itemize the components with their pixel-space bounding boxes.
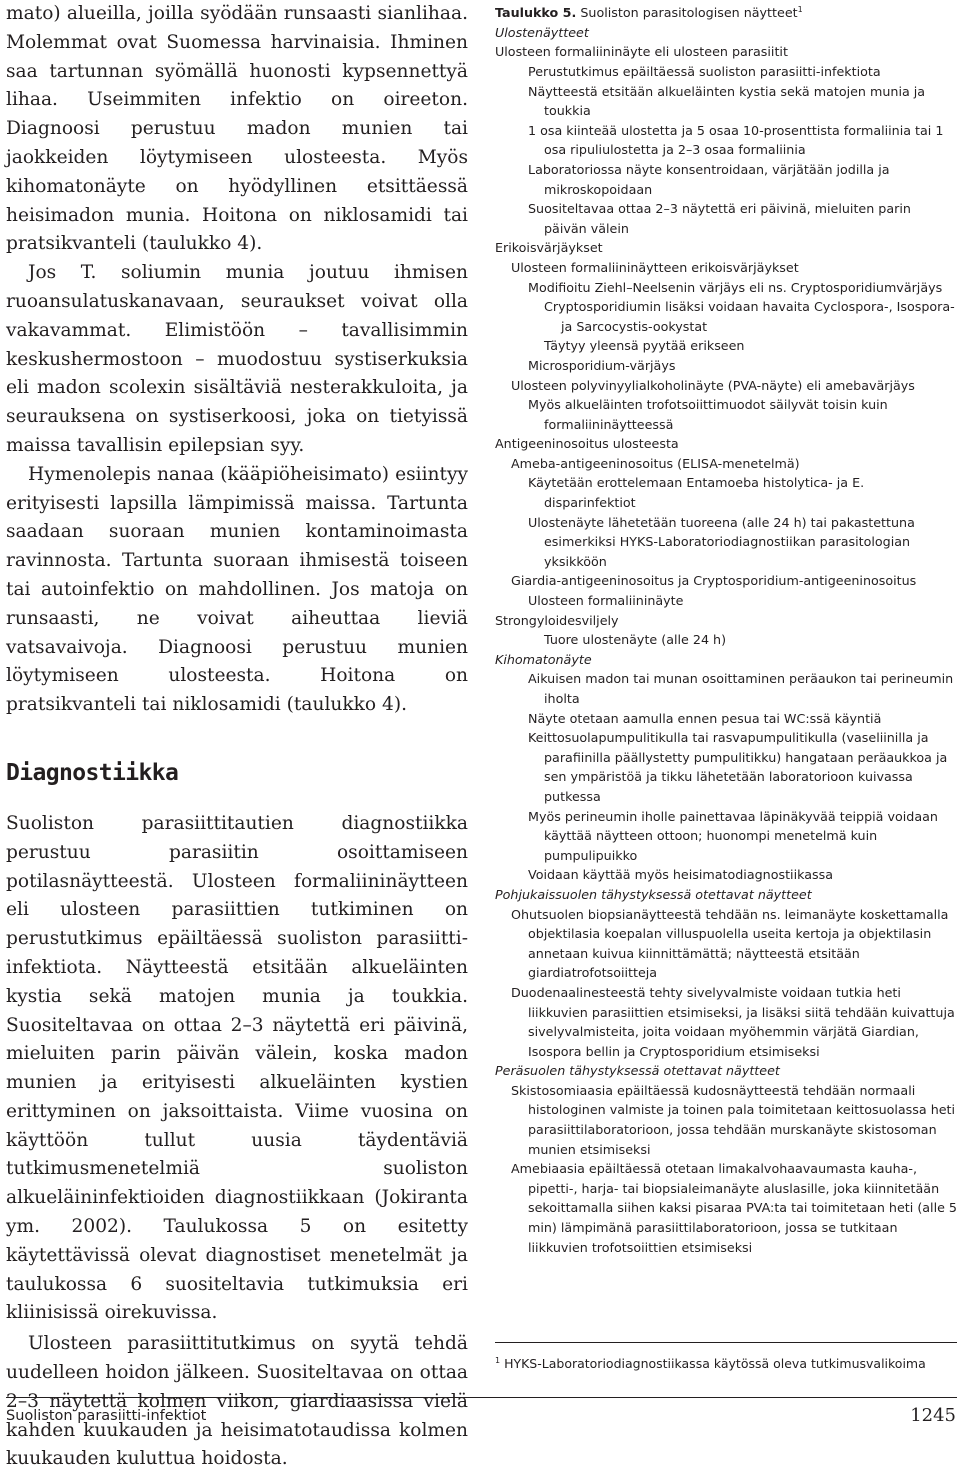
footnote-text: HYKS-Laboratoriodiagnostiikassa käytössä oleva tutkimusvalikoima: [504, 1356, 926, 1372]
table-row: Tuore ulostenäyte (alle 24 h): [544, 632, 727, 648]
table-row: Skistosomiaasia epäiltäessä kudosnäytteestä tehdään normaali histologinen valmiste ja toinen pala toimitetaan keittosuolassa heti parasiittilaboratorioon, jossa tehdään murskanäyte skistosoman munien etsimiseksi: [511, 1082, 956, 1157]
body-paragraph-3: Hymenolepis nanaa (kääpiöheisimato) esiintyy erityisesti lapsilla lämpimissä maissa. Tartunta saadaan suoraan munien kontaminoimasta ravinnosta. Tartunta suoraan ihmisestä toiseen tai autoinfektio on mahdollinen. Jos matoja on runsaasti, ne voivat aiheuttaa lieviä vatsavaivoja. Diagnoosi perustuu munien löytymiseen ulosteesta. Hoitona on pratsikvanteli tai niklosamidi (taulukko 4).: [6, 463, 468, 716]
table-caption: [495, 0, 957, 23]
table-footnote: [495, 1352, 957, 1373]
running-footer-title: Suoliston parasiitti-infektiot: [6, 1408, 207, 1424]
table-row: Pohjukaissuolen tähystyksessä otettavat näytteet: [495, 886, 812, 902]
table-row: Erikoisvärjäykset: [495, 240, 603, 256]
table-row: Ulosteen formaliininäyte eli ulosteen parasiitit: [495, 44, 788, 60]
caption-footnote-mark: 1: [797, 5, 803, 14]
table-row: Giardia-antigeeninosoitus ja Cryptosporidium-antigeeninosoitus: [511, 573, 917, 589]
table-rows: [495, 23, 957, 1257]
footnote-divider: [495, 1342, 957, 1343]
table-row: Myös alkueläinten trofotsoiittimuodot säilyvät toisin kuin formaliininäytteessä: [528, 397, 888, 432]
table-row: Kihomatonäyte: [495, 651, 592, 667]
table-row: Cryptosporidiumin lisäksi voidaan havaita Cyclospora-, Isospora- ja Sarcocystis-ookystat: [544, 299, 955, 334]
table-row: Duodenaalinesteestä tehty sivelyvalmiste voidaan tutkia heti liikkuvien parasiittien etsimiseksi, ja lisäksi siitä tehdään kuivattuja sivelyvalmisteita, joita voidaan myöhemmin värjätä Giardian, Isospora bellin ja Cryptosporidium etsimiseksi: [511, 984, 955, 1059]
table-row: Ameba-antigeeninosoitus (ELISA-menetelmä): [511, 455, 800, 471]
table-row: Ulosteen polyvinyylialkoholinäyte (PVA-näyte) eli amebavärjäys: [511, 377, 915, 393]
table-row: Keittosuolapumpulitikulla tai rasvapumpulitikulla (vaseliinilla ja parafiinilla päällystetty pumpulitikku) hangataan peräaukkoa ja sen ympäristöä ja tikku lähetetään laboratorioon kuivassa putkessa: [528, 730, 948, 804]
footnote-mark: 1: [495, 1356, 501, 1365]
table-row: Ulostenäyte lähetetään tuoreena (alle 24 h) tai pakastettuna esimerkiksi HYKS-Laboratoriodiagnostiikan parasitologian yksikköön: [528, 514, 915, 569]
body-paragraph-5: Ulosteen parasiittitutkimus on syytä tehdä uudelleen hoidon jälkeen. Suositeltavaa on ottaa 2–3 näytettä kolmen viikon, giardiaasissa vielä kahden kuukauden ja heisimatotaudissa kolmen kuukauden kuluttua hoidosta.: [6, 1333, 468, 1470]
body-paragraph-4: Suoliston parasiittitautien diagnostiikka perustuu parasiitin osoittamiseen potilasnäytteestä. Ulosteen formaliininäytteen eli ulosteen parasiittien tutkiminen on perustutkimus epäiltäessä suoliston parasiitti-infektiota. Näytteestä etsitään alkueläinten kystia sekä matojen munia ja toukkia. Suositeltavaa on ottaa 2–3 näytettä eri päivinä, mieluiten parin päivän välein, koska madon munien ja erityisesti alkueläinten kystien erittyminen on jaksoittaista. Viime vuosina on käyttöön tullut uusia täydentäviä tutkimusmenetelmiä suoliston alkueläininfektioiden diagnostiikkaan (Jokiranta ym. 2002). Taulukossa 5 on esitetty käytettävissä olevat diagnostiset menetelmät ja taulukossa 6 suositeltavia tutkimuksia eri kliinisissä oirekuvissa.: [6, 812, 468, 1324]
body-paragraph-1: mato) alueilla, joilla syödään runsaasti sianlihaa. Molemmat ovat Suomessa harvinaisia. Ihminen saa tartunnan syömällä huonosti kypsennettyä lihaa. Useimmiten infektio on oireeton. Diagnoosi perustuu madon munien tai jaokkeiden löytymiseen ulosteesta. Myös kihomatonäyte on hyödyllinen etsittäessä heisimadon munia. Hoitona on niklosamidi tai pratsikvanteli (taulukko 4).: [6, 3, 468, 255]
table-row: Täytyy yleensä pyytää erikseen: [544, 338, 745, 354]
table-row: Modifioitu Ziehl–Neelsenin värjäys eli ns. Cryptosporidiumvärjäys: [528, 279, 943, 295]
table-row: Laboratoriossa näyte konsentroidaan, värjätään jodilla ja mikroskopoidaan: [528, 161, 890, 197]
table-row: Suositeltavaa ottaa 2–3 näytettä eri päivinä, mieluiten parin päivän välein: [528, 201, 911, 236]
table-row: Strongyloidesviljely: [495, 612, 619, 628]
table-row: Antigeeninosoitus ulosteesta: [495, 436, 679, 452]
table-row: Ulosteen formaliininäyte: [528, 593, 684, 609]
table-label: Taulukko 5.: [495, 5, 577, 21]
table-row: Aikuisen madon tai munan osoittaminen peräaukon tai perineumin iholta: [528, 671, 954, 707]
table-row: Amebiaasia epäiltäessä otetaan limakalvohaavaumasta kauha-, pipetti-, harja- tai biopsialeimanäyte aluslasille, joka kiinnitetään sekoittamalla siihen kaksi pisaraa PVA:ta tai toimitetaan heti (alle 5 min) lämpimänä parasiittilaboratorioon, jossa se tutkitaan liikkuvien trofotsoiittien etsimiseksi: [511, 1161, 958, 1255]
table-row: Myös perineumin iholle painettavaa läpinäkyvää teippiä voidaan käyttää näytteen ottoon; huonompi menetelmä kuin pumpulipuikko: [528, 808, 938, 863]
table-row: Ulosteen formaliininäytteen erikoisvärjäykset: [511, 259, 799, 275]
table-5: [495, 0, 957, 1257]
footer-divider: [6, 1397, 957, 1398]
table-row: 1 osa kiinteää ulostetta ja 5 osaa 10-prosenttista formaliinia tai 1 osa ripuliulostetta ja 2–3 osaa formaliinia: [528, 122, 944, 158]
table-row: Käytetään erottelemaan Entamoeba histolytica- ja E. disparinfektiot: [528, 475, 865, 511]
table-row: Voidaan käyttää myös heisimatodiagnostiikassa: [528, 867, 833, 883]
page-number: 1245: [910, 1405, 956, 1426]
table-row: Näytteestä etsitään alkueläinten kystia sekä matojen munia ja toukkia: [528, 83, 926, 119]
table-row: Ohutsuolen biopsianäytteestä tehdään ns. leimanäyte koskettamalla objektilasia koepalan villuspuolella useita kertoja ja objektilasin annetaan kuivua kiinnittämättä; näytteestä etsitään giardiatrofotsoiitteja: [511, 906, 949, 981]
table-row: Näyte otetaan aamulla ennen pesua tai WC:ssä käyntiä: [528, 710, 882, 726]
section-heading: Diagnostiikka: [6, 759, 179, 786]
table-row: Peräsuolen tähystyksessä otettavat näytteet: [495, 1063, 780, 1079]
table-row: Perustutkimus epäiltäessä suoliston parasiitti-infektiota: [528, 64, 881, 80]
table-row: Ulostenäytteet: [495, 24, 589, 40]
left-column: [6, 0, 468, 1474]
body-paragraph-2: Jos T. soliumin munia joutuu ihmisen ruoansulatuskanavaan, seuraukset voivat olla vakavammat. Elimistöön – tavallisimmin keskushermostoon – muodostuu systiserkuksia eli madon scolexin sisältäviä nesterakkuloita, ja seurauksena on systiserkoosi, joka on tietyissä maissa tavallisin epilepsian syy.: [6, 262, 468, 456]
table-title: Suoliston parasitologisen näytteet: [580, 5, 798, 21]
table-row: Microsporidium-värjäys: [528, 357, 676, 373]
